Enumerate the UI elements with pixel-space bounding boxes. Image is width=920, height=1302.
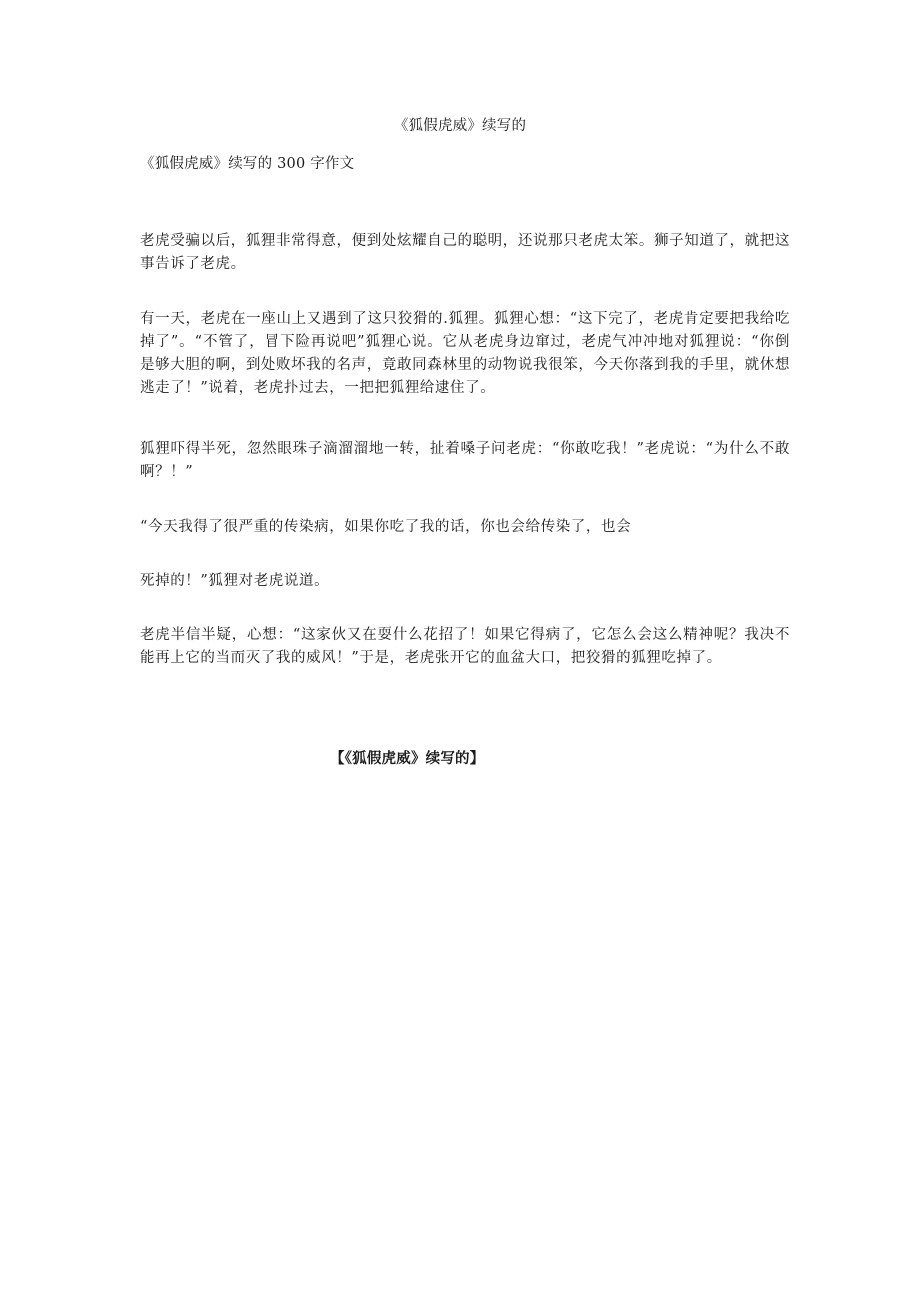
paragraph-6: 老虎半信半疑，心想：“这家伙又在耍什么花招了！如果它得病了，它怎么会这么精神呢？我决不能再上它的当而灭了我的威风！”于是，老虎张开它的血盆大口，把狡猾的狐狸吃掉了。 [140,627,790,666]
paragraph-3: 狐狸吓得半死，忽然眼珠子滴溜溜地一转，扯着嗓子问老虎：“你敢吃我！”老虎说：“为什么不敢啊？！” [140,441,790,480]
paragraph-5: 死掉的！”狐狸对老虎说道。 [140,573,330,589]
paragraph-1: 老虎受骗以后，狐狸非常得意，便到处炫耀自己的聪明，还说那只老虎太笨。狮子知道了，就把这事告诉了老虎。 [140,233,790,272]
document-footer: 【《狐假虎威》续写的】 [330,750,485,767]
paragraph-4: “今天我得了很严重的传染病，如果你吃了我的话，你也会给传染了，也会 [140,519,632,535]
paragraph-2: 有一天，老虎在一座山上又遇到了这只狡猾的.狐狸。狐狸心想：“这下完了，老虎肯定要把我给吃掉了”。“不管了，冒下险再说吧”狐狸心说。它从老虎身边窜过，老虎气冲冲地对狐狸说：“你倒是够大胆的啊，到处败坏我的名声，竟敢同森林里的动物说我很笨，今天你落到我的手里，就休想逃走了！”说着，老虎扑过去，一把把狐狸给逮住了。 [140,311,790,396]
document-subtitle: 《狐假虎威》续写的 300 字作文 [140,156,355,172]
document-title: 《狐假虎威》续写的 [393,118,527,134]
